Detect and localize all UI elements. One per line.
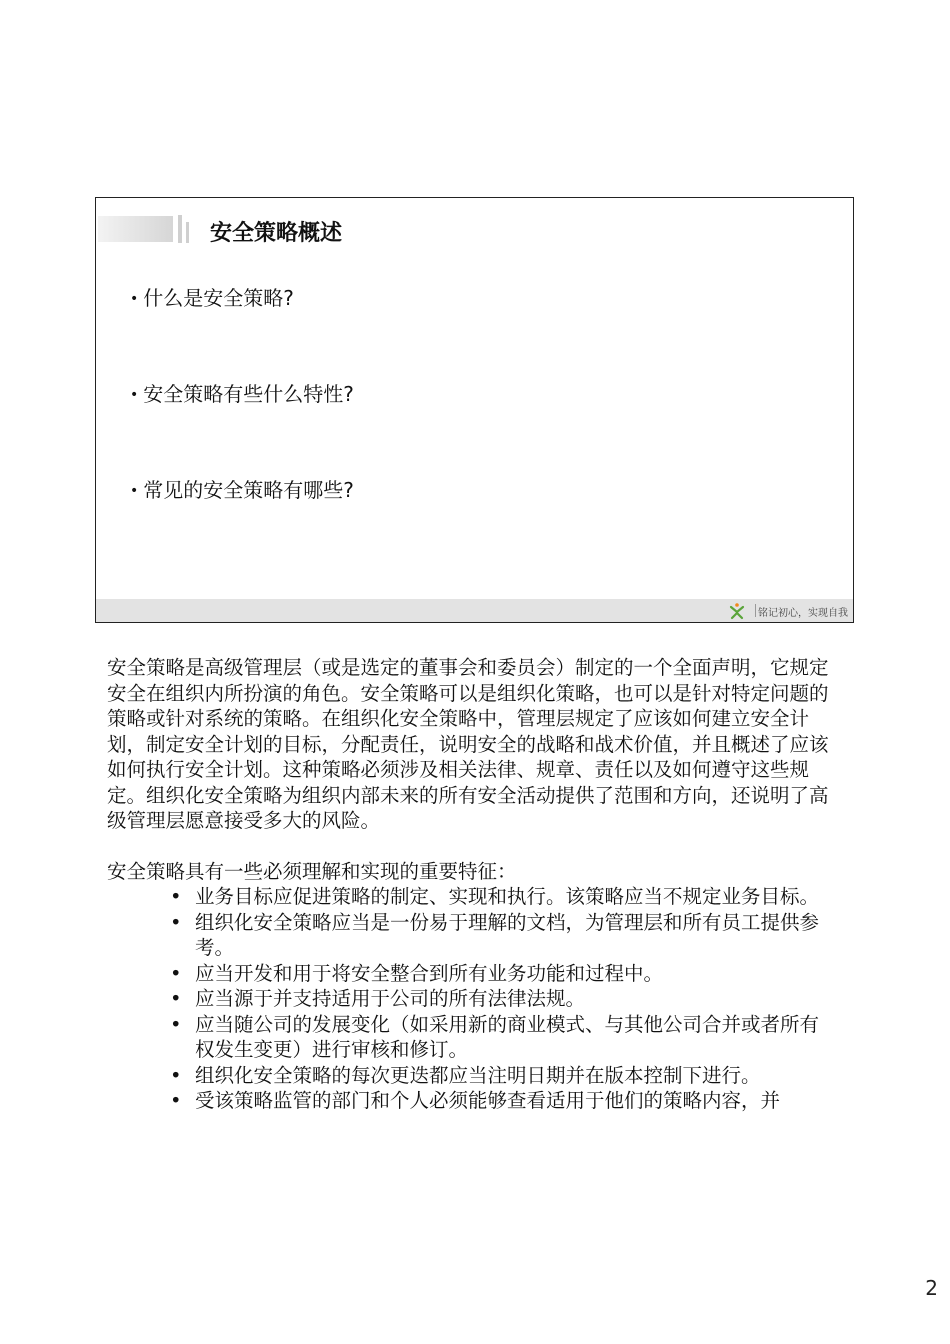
list-item: [170, 986, 829, 1012]
bullet-dot: •: [130, 387, 139, 403]
slide-bullet: [130, 477, 830, 573]
bullet-dot: •: [130, 483, 139, 499]
list-item: [170, 1088, 829, 1114]
slide-bullet-text: 安全策略有些什么特性?: [143, 382, 354, 406]
list-item-text: 应当随公司的发展变化（如采用新的商业模式、与其他公司合并或者所有权发生变更）进行审核和修订。: [195, 1012, 820, 1061]
slide-bullet: [130, 381, 830, 477]
bullet-dot: •: [170, 961, 182, 985]
title-decoration-bar: [98, 216, 173, 242]
slide-footer: [96, 599, 853, 622]
bullet-dot: •: [170, 1089, 182, 1112]
list-item-text: 组织化安全策略的每次更迭都应当注明日期并在版本控制下进行。: [195, 1063, 761, 1087]
bullet-dot: •: [170, 1012, 182, 1036]
bullet-dot: •: [170, 885, 182, 908]
page-number: 2: [925, 1276, 938, 1300]
list-item-text: 组织化安全策略应当是一份易于理解的文档，为管理层和所有员工提供参考。: [195, 910, 820, 959]
bullet-dot: •: [170, 1063, 182, 1087]
list-item: [170, 1012, 829, 1063]
body-text: [107, 655, 829, 1114]
list-item: [170, 1063, 829, 1089]
list-item: [170, 884, 829, 910]
list-item-text: 应当源于并支持适用于公司的所有法律法规。: [195, 987, 586, 1010]
slide-title: 安全策略概述: [210, 221, 343, 246]
list-item: [170, 910, 829, 961]
bullet-dot: •: [170, 910, 182, 934]
title-decoration-tick: [178, 215, 182, 243]
paragraph: 安全策略具有一些必须理解和实现的重要特征：: [107, 859, 517, 883]
list-item-text: 应当开发和用于将安全整合到所有业务功能和过程中。: [195, 961, 664, 985]
list-item: [170, 961, 829, 987]
feature-list: [107, 884, 829, 1114]
footer-slogan: 铭记初心，实现自我: [758, 608, 848, 619]
bullet-dot: •: [130, 291, 139, 307]
paragraph: 安全策略是高级管理层（或是选定的董事会和委员会）制定的一个全面声明，它规定安全在组织内所扮演的角色。安全策略可以是组织化策略，也可以是针对特定问题的策略或针对系统的策略。在组织化安全策略中，管理层规定了应该如何建立安全计划，制定安全计划的目标，分配责任，说明安全的战略和战术价值，并且概述了应该如何执行安全计划。这种策略必须涉及相关法律、规章、责任以及如何遵守这些规定。组织化安全策略为组织内部未来的所有安全活动提供了范围和方向，还说明了高级管理层愿意接受多大的风险。: [107, 656, 829, 832]
logo-icon: [728, 602, 746, 620]
slide-frame: [95, 197, 854, 623]
title-decoration-tick: [186, 222, 189, 243]
slide-bullet-text: 常见的安全策略有哪些?: [143, 478, 354, 502]
list-item-text: 受该策略监管的部门和个人必须能够查看适用于他们的策略内容，并: [195, 1089, 781, 1112]
slide-bullet-list: [130, 285, 830, 573]
slide-bullet-text: 什么是安全策略?: [143, 286, 294, 310]
footer-divider: [755, 604, 756, 617]
bullet-dot: •: [170, 987, 182, 1010]
slide-bullet: [130, 285, 830, 381]
list-item-text: 业务目标应促进策略的制定、实现和执行。该策略应当不规定业务目标。: [195, 885, 820, 908]
